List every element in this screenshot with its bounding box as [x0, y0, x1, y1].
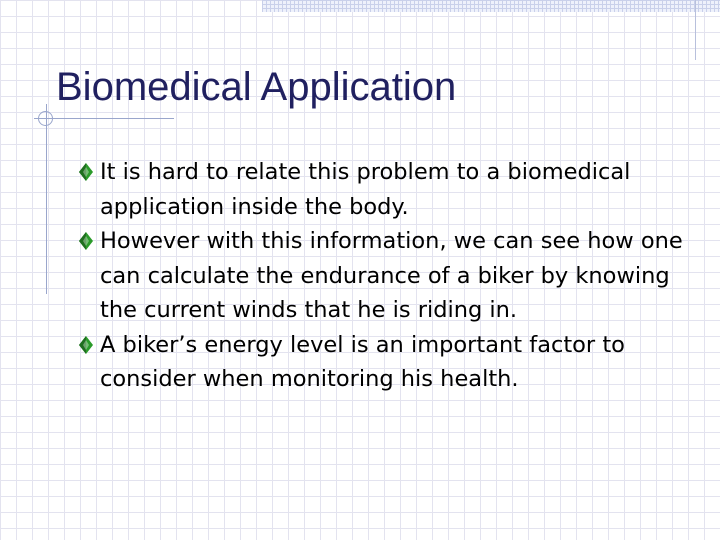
bullet-text: A biker’s energy level is an important factor to consider when monitoring his health.	[100, 331, 625, 392]
diamond-bullet-icon	[78, 335, 94, 355]
left-accent-rule	[46, 104, 47, 294]
title-underline-rule	[34, 118, 174, 119]
corner-decoration-line	[695, 0, 696, 60]
bullet-text: However with this information, we can see how one can calculate the endurance of a biker by knowing the current winds that he is riding in.	[100, 228, 683, 323]
bullet-item	[78, 155, 698, 224]
corner-decoration-band	[262, 0, 720, 12]
bullet-item	[78, 224, 698, 328]
diamond-bullet-icon	[78, 231, 94, 251]
rule-circle-ornament	[38, 111, 53, 126]
diamond-bullet-icon	[78, 162, 94, 182]
bullet-text: It is hard to relate this problem to a biomedical application inside the body.	[100, 159, 631, 220]
bullet-list	[78, 155, 698, 397]
slide-title: Biomedical Application	[56, 65, 457, 109]
bullet-item	[78, 328, 698, 397]
